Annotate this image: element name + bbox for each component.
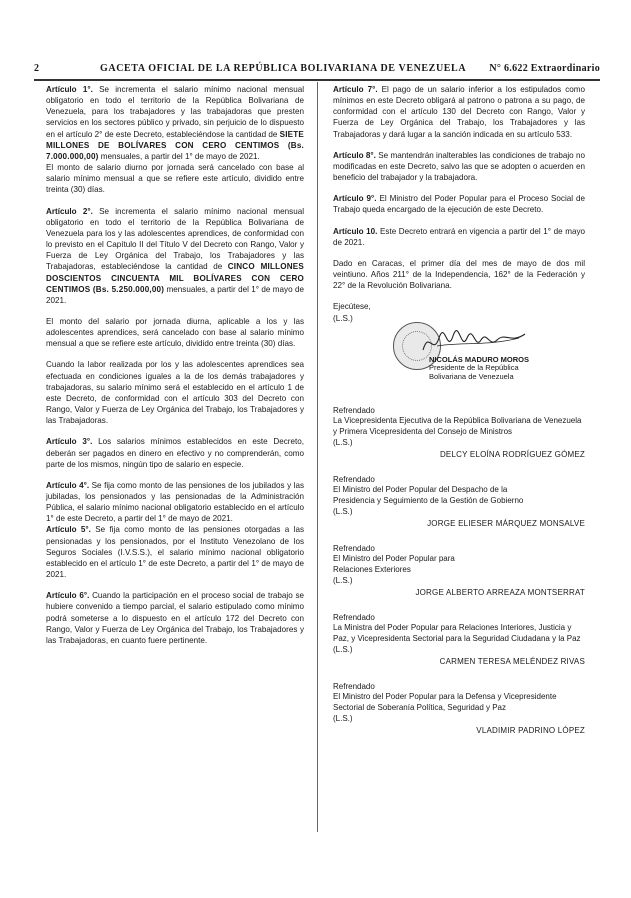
refrendado-office: El Ministro del Poder Popular para Relaciones Exteriores [333,554,455,575]
article-3 [46,436,304,469]
article-1-heading: Artículo 1°. [46,85,93,94]
article-5-text: Se fija como monto de las pensiones otorgadas a las pensionadas y los pensionados, por el Instituto Venezolano de los Seguros Sociales (I.V.S.S.), el salario mínimo nacional obligatorio establecido en el artículo 1° de este Decreto, a partir del 1° de mayo de 2021. [46,525,305,580]
refrendado-label: Refrendado [333,405,375,415]
header-rule [34,79,600,81]
refrendado-item [333,544,585,599]
ejecutese-block [333,301,585,323]
page-number: 2 [34,63,40,74]
refrendado-name: VLADIMIR PADRINO LÓPEZ [476,725,585,735]
article-5-heading: Artículo 5°. [46,525,91,535]
article-7 [333,84,585,140]
article-1-text: Se incrementa el salario mínimo nacional mensual obligatorio en todo el territorio de la República Bolivariana de Venezuela, para los trabajadores y las trabajadoras que presten servicios en los sectores público y privado, sin perjuicio de lo dispuesto en el artículo 2° de este Decreto, estableciéndose la cantidad de [46,85,304,139]
article-8 [333,150,585,183]
dado-en-caracas: Dado en Caracas, el primer día del mes de mayo de dos mil veintiuno. Años 211° de la Independencia, 162° de la Federación y 22° de la Revolución Bolivariana. [333,258,585,291]
refrendado-ls: (L.S.) [333,507,353,517]
article-5 [46,524,304,580]
article-2-heading: Artículo 2°. [46,206,93,216]
refrendado-name: CARMEN TERESA MELÉNDEZ RIVAS [439,656,585,666]
refrendado-ls: (L.S.) [333,576,353,586]
refrendado-name: JORGE ELIESER MÁRQUEZ MONSALVE [427,518,585,528]
refrendado-list [333,406,585,737]
column-divider [317,82,318,832]
article-4-text: Se fija como monto de las pensiones de los jubilados y las jubiladas, los pensionados y las pensionadas de la Administración Pública, el salario mínimo nacional obligatorio establecido en el artículo 1° de este Decreto, a partir del 1° de mayo de 2021. [46,480,304,524]
article-1-text-end: mensuales, a partir del 1° de mayo de 2021. [98,151,260,161]
refrendado-item [333,406,585,461]
article-2-text-end: mensuales, a partir del 1° de mayo de 2021. [46,284,304,305]
president-name: NICOLÁS MADURO MOROS [429,354,529,364]
refrendado-office: La Vicepresidenta Ejecutiva de la República Bolivariana de Venezuela y Primera Vicepresidenta del Consejo de Ministros [333,416,582,437]
article-10-heading: Artículo 10. [333,226,378,236]
president-title-line-1: Presidente de la República [429,363,519,373]
article-2-paragraph-3: Cuando la labor realizada por los y las adolescentes aprendices sea efectuada en condiciones iguales a la de los demás trabajadores y trabajadoras, su salario mínimo será el establecido en el artículo 1 de este Decreto, de conformidad con el artículo 303 del Decreto con Rango, Valor y Fuerza de Ley Orgánica del Trabajo, los Trabajadores y las Trabajadoras. [46,360,304,426]
article-7-heading: Artículo 7°. [333,85,378,94]
issue-number: N° 6.622 Extraordinario [489,63,600,74]
article-2-text: Se incrementa el salario mínimo nacional mensual obligatorio en todo el territorio de la República Bolivariana de Venezuela para los y las adolescentes aprendices, de conformidad con lo previsto en el Capítulo II del Título V del Decreto con Rango, Valor y Fuerza de Ley Orgánica del Trabajo, los Trabajadores y las Trabajadoras, estableciéndose la cantidad de [46,206,304,272]
article-6 [46,590,304,646]
ejecutese-label: Ejecútese, [333,302,371,312]
refrendado-label: Refrendado [333,681,375,691]
refrendado-ls: (L.S.) [333,645,353,654]
right-column [333,84,585,751]
refrendado-office: El Ministro del Poder Popular para la Defensa y Vicepresidente Sectorial de Soberanía Política, Seguridad y Paz [333,692,557,713]
refrendado-ls: (L.S.) [333,438,353,448]
article-1-amount: SIETE MILLONES DE BOLÍVARES CON CERO CENTIMOS (Bs. 7.000.000,00) [46,129,304,161]
article-9-heading: Artículo 9°. [333,194,377,204]
article-2-amount: CINCO MILLONES DOSCIENTOS CINCUENTA MIL BOLÍVARES CON CERO CENTIMOS (Bs. 5.250.000,00) [46,262,304,294]
refrendado-item [333,475,585,530]
refrendado-item [333,613,585,668]
article-3-heading: Artículo 3°. [46,437,93,447]
article-1 [46,84,304,162]
article-8-heading: Artículo 8°. [333,150,376,160]
left-column [46,84,304,656]
article-2-paragraph-2: El monto del salario por jornada diurna, aplicable a los y las adolescentes aprendices, será cancelado con base al salario mínimo mensual a que se refiere este artículo, dividido entre treinta (30) días. [46,316,304,349]
article-10 [333,226,585,248]
article-3-text: Los salarios mínimos establecidos en este Decreto, deberán ser pagados en dinero en efectivo y no comprenderán, como parte de los mismos, ningún tipo de salario en especie. [46,437,304,469]
article-8-text: Se mantendrán inalterables las condiciones de trabajo no modificadas en este Decreto, salvo las que se adopten o acuerden en beneficio del trabajador y la trabajadora. [333,150,586,183]
refrendado-label: Refrendado [333,474,375,484]
president-signature-block [333,326,585,392]
refrendado-label: Refrendado [333,543,375,553]
president-title-line-2: Bolivariana de Venezuela [429,371,514,381]
article-6-heading: Artículo 6°. [46,591,90,601]
article-9-text: El Ministro del Poder Popular para el Proceso Social de Trabajo queda encargado de la ejecución de este Decreto. [333,194,585,215]
article-1-paragraph-2: El monto de salario diurno por jornada será cancelado con base al salario mínimo mensual a que se refiere este artículo, dividido entre treinta (30) días. [46,163,304,195]
article-10-text: Este Decreto entrará en vigencia a partir del 1° de mayo de 2021. [333,226,586,247]
refrendado-item [333,682,585,737]
refrendado-label: Refrendado [333,612,375,622]
article-4-heading: Artículo 4°. [46,480,90,490]
president-name-block [429,356,529,382]
article-2 [46,206,304,306]
page-header [34,63,600,77]
refrendado-ls: (L.S.) [333,713,353,723]
refrendado-office: El Ministro del Poder Popular del Despacho de la Presidencia y Seguimiento de la Gestión de Gobierno [333,485,524,506]
refrendado-office: La Ministra del Poder Popular para Relaciones Interiores, Justicia y Paz, y Vicepresidenta Sectorial para la Seguridad Ciudadana y la Paz [333,623,581,644]
article-9 [333,193,585,215]
ejecutese-ls: (L.S.) [333,313,353,323]
gazette-title: GACETA OFICIAL DE LA REPÚBLICA BOLIVARIANA DE VENEZUELA [100,63,467,74]
refrendado-name: JORGE ALBERTO ARREAZA MONTSERRAT [415,587,585,597]
article-4 [46,480,304,525]
article-7-text: El pago de un salario inferior a los estipulados como mínimos en este Decreto obligará al patrono o patrona a su pago, de conformidad con el artículo 130 del Decreto con Rango, Valor y Fuerza de Ley Orgánica del Trabajo, los Trabajadores y las Trabajadoras y dará lugar a la sanción indicada en su artículo 533. [333,85,585,139]
refrendado-name: DELCY ELOÍNA RODRÍGUEZ GÓMEZ [439,449,585,459]
article-6-text: Cuando la participación en el proceso social de trabajo se hubiere convenido a tiempo parcial, el salario estipulado como mínimo podrá someterse a lo dispuesto en el artículo 172 del Decreto con Rango, Valor y Fuerza de Ley Orgánica del Trabajo, los Trabajadores y las Trabajadoras, en cuanto fuere pertinente. [46,591,305,645]
